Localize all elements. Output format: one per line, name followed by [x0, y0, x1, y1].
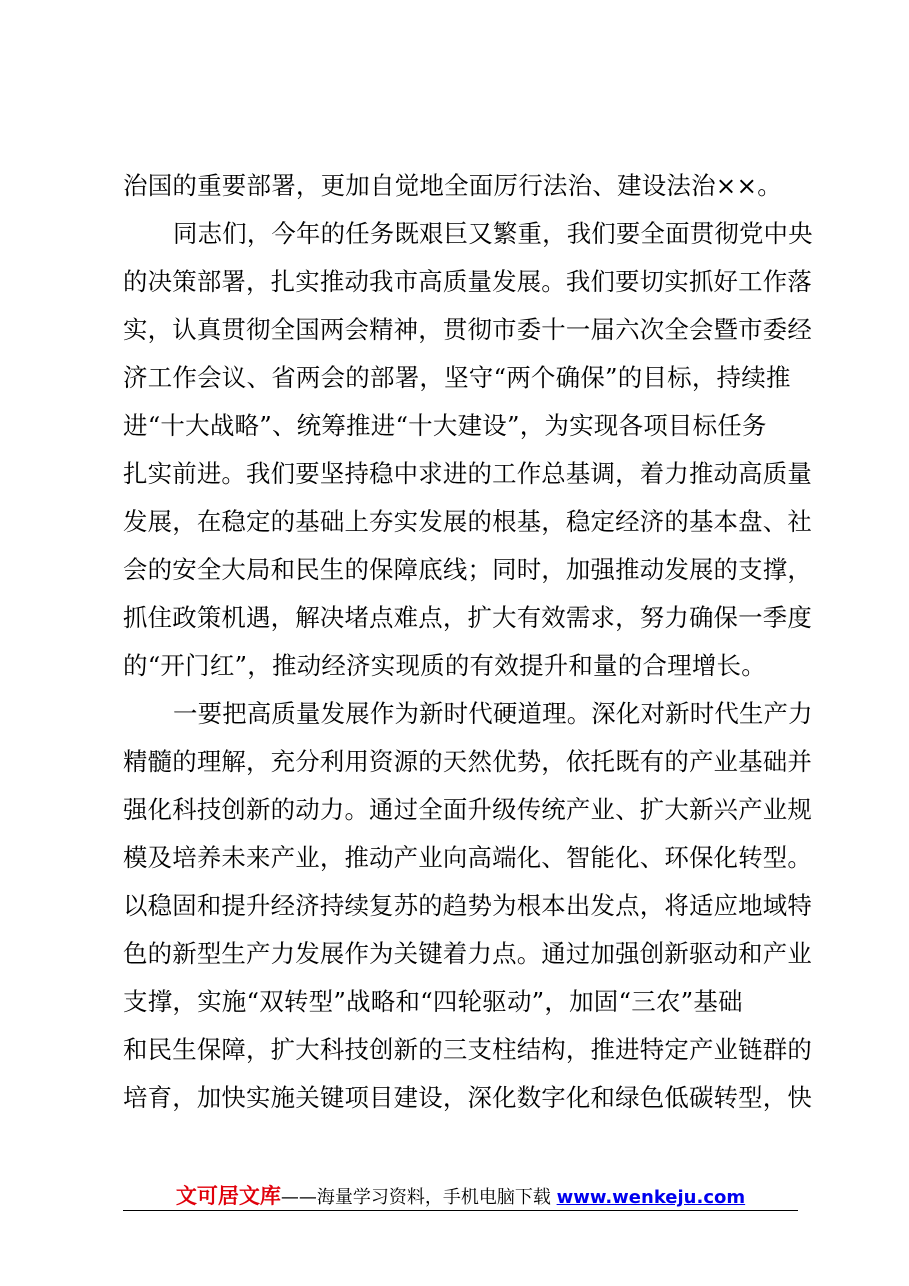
footer-website-link[interactable]: www.wenkeju.com [556, 1187, 746, 1208]
body-line: 的“开门红”，推动经济实现质的有效提升和量的合理增长。 [123, 651, 766, 680]
footer-tagline: ——海量学习资料，手机电脑下载 [280, 1187, 551, 1208]
body-line: 抓住政策机遇，解决堵点难点，扩大有效需求，努力确保一季度 [123, 603, 812, 632]
body-line: 和民生保障，扩大科技创新的三支柱结构，推进特定产业链群的 [123, 1035, 812, 1064]
body-line: 济工作会议、省两会的部署，坚守“两个确保”的目标，持续推 [123, 363, 791, 392]
paragraph-start-line: 一要把高质量发展作为新时代硬道理。深化对新时代生产力 [173, 699, 813, 728]
page-footer [123, 1180, 798, 1212]
body-line: 的决策部署，扎实推动我市高质量发展。我们要切实抓好工作落 [123, 267, 812, 296]
footer-brand: 文可居文库 [175, 1184, 281, 1208]
body-line: 以稳固和提升经济持续复苏的趋势为根本出发点，将适应地域特 [123, 891, 812, 920]
body-line: 发展，在稳定的基础上夯实发展的根基，稳定经济的基本盘、社 [123, 507, 812, 536]
body-line: 实，认真贯彻全国两会精神，贯彻市委十一届六次全会暨市委经 [123, 315, 812, 344]
body-line: 会的安全大局和民生的保障底线；同时，加强推动发展的支撑， [123, 555, 812, 584]
body-line: 治国的重要部署，更加自觉地全面厉行法治、建设法治××。 [123, 171, 782, 200]
body-line: 扎实前进。我们要坚持稳中求进的工作总基调，着力推动高质量 [123, 459, 812, 488]
body-line: 支撑，实施“双转型”战略和“四轮驱动”，加固“三农”基础 [123, 987, 743, 1016]
footer-divider [123, 1210, 798, 1211]
paragraph-start-line: 同志们，今年的任务既艰巨又繁重，我们要全面贯彻党中央 [173, 219, 813, 248]
body-line: 培育，加快实施关键项目建设，深化数字化和绿色低碳转型，快 [123, 1083, 812, 1112]
body-line: 色的新型生产力发展作为关键着力点。通过加强创新驱动和产业 [123, 939, 812, 968]
body-line: 精髓的理解，充分利用资源的天然优势，依托既有的产业基础并 [123, 747, 812, 776]
body-line: 模及培养未来产业，推动产业向高端化、智能化、环保化转型。 [123, 843, 812, 872]
body-line: 进“十大战略”、统筹推进“十大建设”，为实现各项目标任务 [123, 411, 767, 440]
body-line: 强化科技创新的动力。通过全面升级传统产业、扩大新兴产业规 [123, 795, 812, 824]
